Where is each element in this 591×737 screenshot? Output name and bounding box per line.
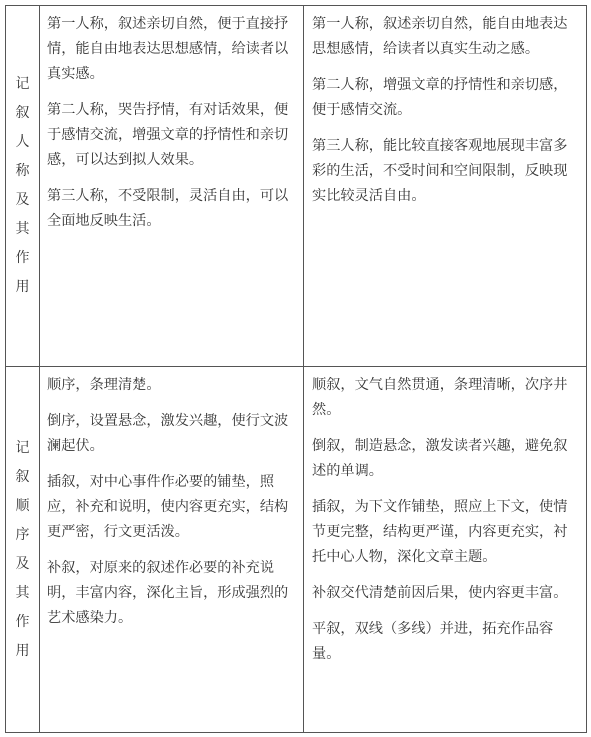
paragraph: 补叙交代清楚前因后果，使内容更丰富。 [312, 585, 568, 601]
row-order-left-cell [40, 367, 304, 733]
paragraph: 第二人称，哭告抒情，有对话效果，便于感情交流，增强文章的抒情性和亲切感，可以达到拟人效果。 [47, 102, 289, 168]
table-row-person [6, 6, 587, 367]
row-heading-text: 记 叙 人 称 及 其 作 用 [15, 76, 30, 295]
paragraph: 顺序，条理清楚。 [47, 377, 161, 393]
paragraph: 插叙，为下文作铺垫，照应上下文，使情节更完整，结构更严谨，内容更充实，衬托中心人物，深化文章主题。 [312, 499, 568, 565]
paragraph: 第三人称，能比较直接客观地展现丰富多彩的生活，不受时间和空间限制，反映现实比较灵活自由。 [312, 138, 568, 204]
row-heading-order [6, 367, 40, 733]
paragraph: 补叙，对原来的叙述作必要的补充说明，丰富内容，深化主旨，形成强烈的艺术感染力。 [47, 560, 289, 626]
paragraph: 第二人称，增强文章的抒情性和亲切感，便于感情交流。 [312, 77, 568, 118]
row-heading-person [6, 6, 40, 367]
row-person-right-cell [304, 6, 587, 367]
paragraph: 第一人称，叙述亲切自然，能自由地表达思想感情，给读者以真实生动之感。 [312, 16, 568, 57]
paragraph: 顺叙，文气自然贯通，条理清晰，次序井然。 [312, 377, 568, 418]
paragraph: 插叙，对中心事件作必要的铺垫，照应，补充和说明，使内容更充实，结构更严密，行文更活泼。 [47, 474, 289, 540]
table-row-order [6, 367, 587, 733]
paragraph: 第三人称，不受限制，灵活自由，可以全面地反映生活。 [47, 188, 289, 229]
row-order-right-cell [304, 367, 587, 733]
row-heading-text: 记 叙 顺 序 及 其 作 用 [15, 439, 30, 659]
paragraph: 倒叙，制造悬念，激发读者兴趣，避免叙述的单调。 [312, 438, 568, 479]
paragraph: 平叙，双线（多线）并进，拓充作品容量。 [312, 621, 554, 662]
comparison-table [5, 5, 587, 733]
paragraph: 第一人称，叙述亲切自然，便于直接抒情，能自由地表达思想感情，给读者以真实感。 [47, 16, 289, 82]
row-person-left-cell [40, 6, 304, 367]
paragraph: 倒序，设置悬念，激发兴趣，使行文波澜起伏。 [47, 413, 289, 454]
